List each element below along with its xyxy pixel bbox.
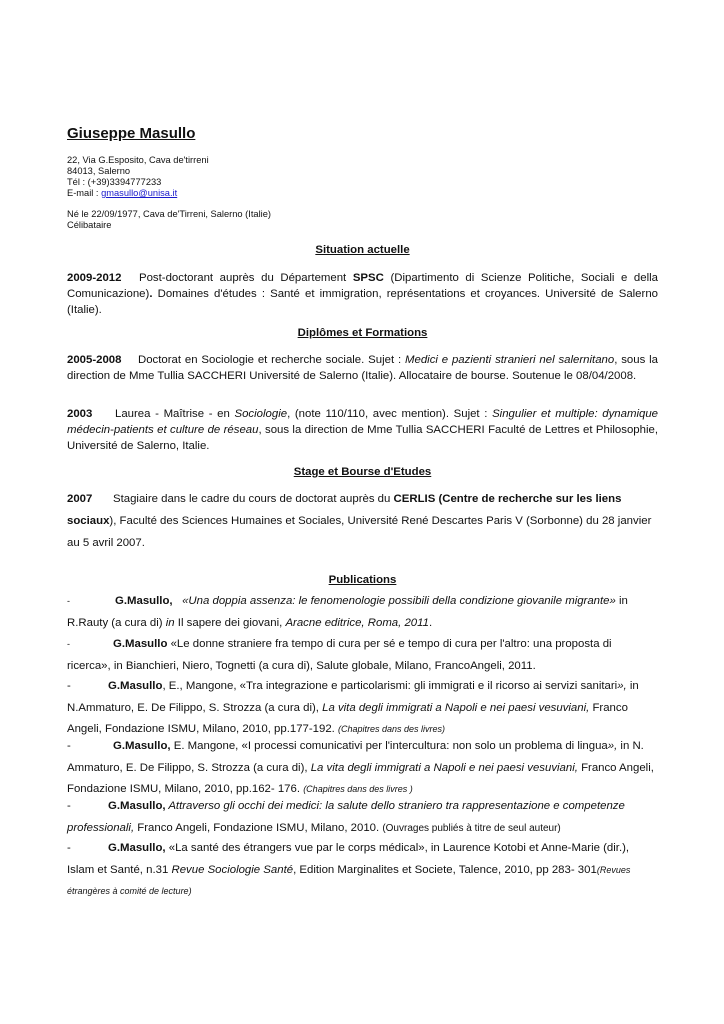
situation-year: 2009-2012 xyxy=(67,272,122,284)
email-line xyxy=(67,188,209,199)
publication-item: - G.Masullo, E., Mangone, «Tra integrazione e particolarismi: gli immigrati e il ricorso ai servizi sanitari», in N.Ammaturo, E. De Filippo, S. Strozza (a cura di), La vita degli immigrati a Napoli e nei paesi vesuviani, Franco Angeli, Fondazione ISMU, Milano, 2010, pp.177-192. (Chapitres dans des livres) xyxy=(67,676,658,741)
address-line-1: 22, Via G.Esposito, Cava de'tirreni xyxy=(67,155,209,165)
diploma-entry-laurea: 2003 Laurea - Maîtrise - en Sociologie, (note 110/110, avec mention). Sujet : Singulier et multiple: dynamique médecin-patients et culture de réseau, sous la direction de Mme Tullia SACCHERI Faculté de Lettres et Philosophie, Université de Salerno, Italie. xyxy=(67,408,658,452)
publication-item: - G.Masullo, Attraverso gli occhi dei medici: la salute dello straniero tra rappresentazione e competenze professionali, Franco Angeli, Fondazione ISMU, Milano, 2010. (Ouvrages publiés à titre de seul auteur) xyxy=(67,796,658,839)
publication-item: - G.Masullo, E. Mangone, «I processi comunicativi per l'intercultura: non solo un problema di lingua», in N. Ammaturo, E. De Filippo, S. Strozza (a cura di), La vita degli immigrati a Napoli e nei paesi vesuviani, Franco Angeli, Fondazione ISMU, Milano, 2010, pp.162- 176. (Chapitres dans des livres ) xyxy=(67,736,658,801)
address-line-2: 84013, Salerno xyxy=(67,166,131,176)
list-dash: - xyxy=(67,842,71,854)
publication-item: - G.Masullo, «Una doppia assenza: le fenomenologie possibili della condizione giovanile migrante» in R.Rauty (a cura di) in Il sapere dei giovani, Aracne editrice, Roma, 2011. xyxy=(67,591,658,634)
list-dash: - xyxy=(67,740,71,752)
list-dash: - xyxy=(67,800,71,812)
cv-name: Giuseppe Masullo xyxy=(67,125,196,142)
list-dash: - xyxy=(67,596,70,606)
contact-block xyxy=(67,155,209,199)
stage-entry: 2007 Stagiaire dans le cadre du cours de doctorat auprès du CERLIS (Centre de recherche sur les liens sociaux), Faculté des Sciences Humaines et Sociales, Université René Descartes Paris V (Sorbonne) du 28 janvier au 5 avril 2007. xyxy=(67,488,658,554)
diploma-year: 2003 xyxy=(67,408,93,420)
email-label: E-mail : xyxy=(67,188,102,198)
personal-block xyxy=(67,209,271,231)
marital-status: Célibataire xyxy=(67,220,112,230)
list-dash: - xyxy=(67,680,71,692)
birth-info: Né le 22/09/1977, Cava de'Tirreni, Salerno (Italie) xyxy=(67,209,272,219)
email-link[interactable]: gmasullo@unisa.it xyxy=(101,188,178,198)
publication-item: - G.Masullo, «La santé des étrangers vue par le corps médical», in Laurence Kotobi et Anne-Marie (dir.), Islam et Santé, n.31 Revue Sociologie Santé, Edition Marginalites et Societe, Talence, 2010, pp 283- 301(Revues étrangères à comité de lecture) xyxy=(67,838,658,903)
diploma-entry-doctorate: 2005-2008 Doctorat en Sociologie et recherche sociale. Sujet : Medici e pazienti stranieri nel salernitano, sous la direction de Mme Tullia SACCHERI Université de Salerno (Italie). Allocataire de bourse. Soutenue le 08/04/2008. xyxy=(67,354,659,382)
section-heading-publications: Publications xyxy=(328,574,397,586)
situation-entry: 2009-2012 Post-doctorant auprès du Département SPSC (Dipartimento di Scienze Politiche, Sociali e della Comunicazione). Domaines d'études : Santé et immigration, représentations et croyances. Université de Salerno (Italie). xyxy=(67,272,658,316)
list-dash: - xyxy=(67,639,70,649)
section-heading-situation: Situation actuelle xyxy=(315,244,410,256)
publication-item: - G.Masullo «Le donne straniere fra tempo di cura per sé e tempo di cura per l'altro: una proposta di ricerca», in Bianchieri, Niero, Tognetti (a cura di), Salute globale, Milano, FrancoAngeli, 2011. xyxy=(67,634,658,677)
stage-year: 2007 xyxy=(67,493,93,505)
section-heading-stage: Stage et Bourse d'Etudes xyxy=(293,466,432,478)
section-heading-diplomes: Diplômes et Formations xyxy=(297,327,428,339)
diploma-year: 2005-2008 xyxy=(67,354,122,366)
telephone: Tél : (+39)3394777233 xyxy=(67,177,162,187)
